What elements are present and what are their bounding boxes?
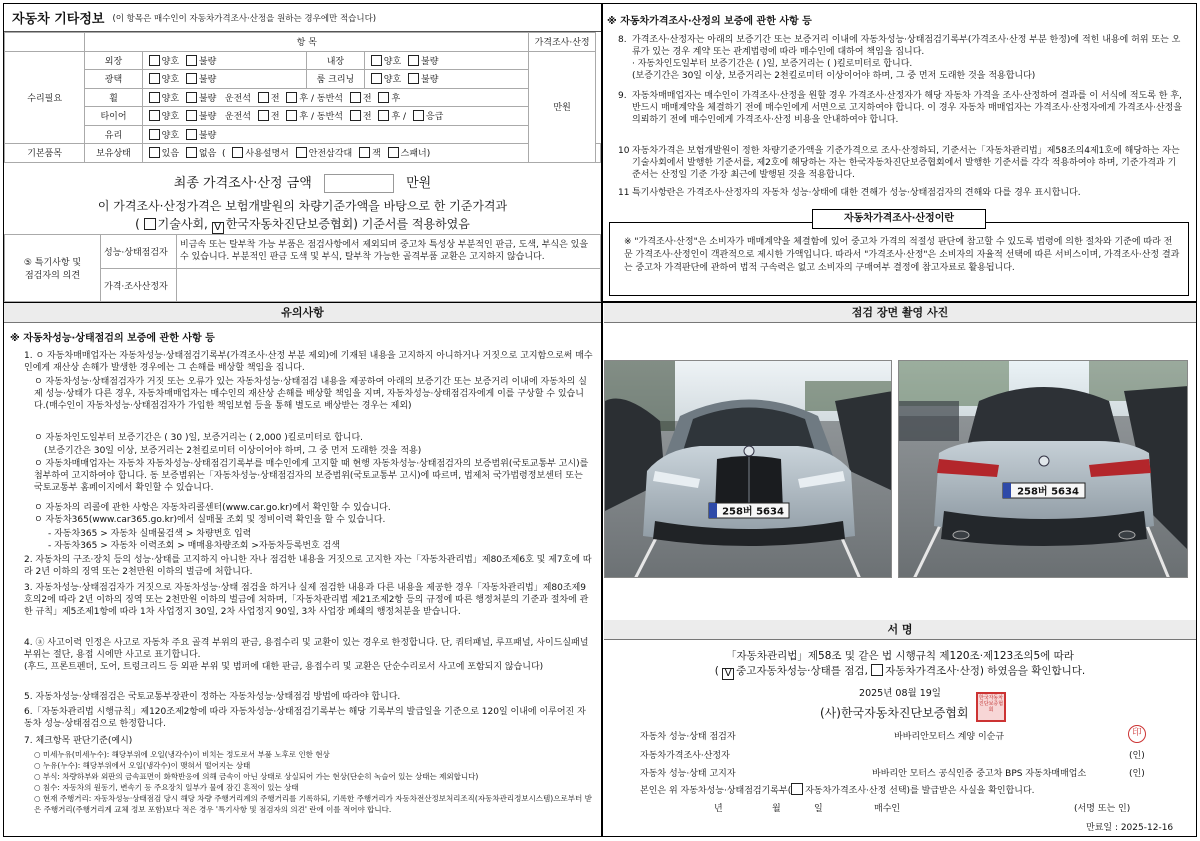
col-price-header: 가격조사·산정 (529, 33, 596, 52)
basis-kadg-checkbox[interactable]: V (212, 222, 224, 234)
glass-bad-checkbox[interactable] (186, 129, 197, 140)
basis-line-1: 이 가격조사·산정가격은 보험개발원의 차량기준가액을 바탕으로 한 기준가격과 (97, 199, 508, 213)
etc-info-section (4, 4, 601, 301)
etc-info-title: 자동차 기타정보 (12, 12, 105, 27)
final-price-label: 최종 가격조사·산정 금액 (173, 176, 312, 191)
tire-good-checkbox[interactable] (149, 110, 160, 121)
glass-good-checkbox[interactable] (149, 129, 160, 140)
room-cleaning-good-checkbox[interactable] (371, 73, 382, 84)
notifier-sign-mark: (인) (1129, 769, 1145, 779)
tire-passenger-front-checkbox[interactable] (350, 110, 361, 121)
signature-org: (사)한국자동차진단보증협회 (820, 706, 969, 720)
final-price-unit: 만원 (406, 176, 432, 191)
triangle-checkbox[interactable] (296, 147, 307, 158)
tire-options: 양호 불량 운전석 전 후 / 동반석 전 후 / 응급 (142, 107, 529, 126)
wheel-passenger-front-checkbox[interactable] (350, 92, 361, 103)
inspector-seal-icon: 印 (1128, 725, 1146, 743)
final-price-row (4, 172, 601, 193)
note-2: 2. 자동차의 구조·장치 등의 성능·상태를 고지하지 아니한 자나 점검한 내용을 거짓으로 고지한 자는「자동차관리법」제80조제6호 및 제7호에 따라 2년 이하의 징역 또는 2천만원 이하의 벌금에 처합니다. (24, 555, 592, 578)
note-1d: (보증기간은 30일 이상, 보증거리는 2천킬로미터 이상이어야 하며, 그 중 먼저 도래한 것을 적용) (44, 446, 422, 456)
buyer-day: 일 (814, 804, 823, 814)
note-1c: ㅇ 자동차인도일부터 보증기간은 ( 30 )일, 보증거리는 ( 2,000 )킬로미터로 합니다. (34, 433, 364, 443)
gloss-good-checkbox[interactable] (149, 73, 160, 84)
row-glass-label: 유리 (85, 125, 142, 144)
buyer-label: 매수인 (874, 804, 901, 814)
front-car-image (605, 361, 892, 578)
tire-driver-front-checkbox[interactable] (258, 110, 269, 121)
exterior-good-checkbox[interactable] (149, 55, 160, 66)
note-3: 3. 자동차성능·상태점검자가 거짓으로 자동차성능·상태 점검을 하거나 실제 점검한 내용과 다른 내용을 제공한 경우「자동차관리법」제80조제9호의2에 따라 2년 이하의 징역 또는 2천만원 이하의 벌금에 처하며,「자동차관리법 제21조제2항 등의 규정에 따른 행정처분의 기준과 절차에 관한 규칙」제5조제1항에 따라 1차 사업정지 30일, 2차 사업정지 90일, 3차 사업장 폐쇄의 행정처분을 받습니다. (24, 583, 589, 618)
note-5: 5. 자동차성능·상태점검은 국토교통부장관이 정하는 자동차성능·상태점검 방법에 따라야 합니다. (24, 692, 401, 702)
notifier-sign-label: 자동차 성능·상태 고지자 (640, 769, 736, 779)
vertical-divider (601, 3, 603, 837)
note-1b: ㅇ 자동차성능·상태점검자가 거짓 또는 오류가 있는 자동차성능·상태점검 내용을 제공하여 아래의 보증기간 또는 보증거리 이내에 자동차의 실제 성능·상태가 다른 경우, 자동차매매업자는 매수인의 재산상 손해를 배상할 책임을 지며, 자동차성능·상태점검자에게 이를 구상할 수 있습니다.(매수인이 자동차성능·상태점검자가 가입한 책임보험 등을 통해 별도로 배상받는 경우는 제외) (34, 377, 587, 412)
note-6: 6.「자동차관리법 시행규칙」제120조제2항에 따라 자동차성능·상태점검기록부는 해당 기록부의 발급일을 기준으로 120일 이내에 이루어진 자동차 성능·상태점검으로 한정합니다. (24, 707, 586, 730)
criteria-2: ○ 누유(누수): 해당부위에서 오일(냉각수)이 맺혀서 떨어지는 상태 (34, 761, 251, 770)
basis-line-2: ( 기술사회, V 한국자동차진단보증협회) 기준서를 적용하였음 (135, 217, 470, 233)
basic-items-label: 기본품목 (5, 144, 85, 163)
criteria-5: ○ 현재 주행거리: 자동차성능·상태점검 당시 해당 차량 주행거리계의 주행거리를 기록하되, 기록한 주행거리가 자동차전산정보처리조직(자동차관리정보시스템)으로부터 받은 주행거리(주행거리계 교체 정보 포함)보다 적은 경우 '특기사항 및 점검자의 의견' 란에 이를 적어야 합니다. (34, 794, 592, 814)
row-interior-label: 내장 (307, 51, 365, 70)
price-inspector-sign-mark: (인) (1129, 751, 1145, 761)
row-possession-label: 보유상태 (85, 144, 142, 163)
tire-emergency-checkbox[interactable] (413, 110, 424, 121)
wheel-driver-front-checkbox[interactable] (258, 92, 269, 103)
row-gloss-label: 광택 (85, 70, 142, 89)
price-inspector-opinion (177, 269, 601, 302)
guarantee-item-8: 8. 가격조사·산정자는 아래의 보증기간 또는 보증거리 이내에 자동차성능·상태점검기록부(가격조사·산정 부분 한정)에 적힌 내용에 허위 또는 오류가 있는 경우 계약 또는 관계법령에 따라 매수인에 대하여 책임을 집니다. · 자동차인도일부터 보증기간은 ( )일, 보증거리는 ( )킬로미터로 합니다. (보증기간은 30일 이상, 보증거리는 2천킬로미터 이상이어야 하며, 그 중 먼저 도래한 것을 적용합니다) (618, 35, 1181, 81)
glass-options: 양호 불량 (142, 125, 529, 144)
note-4: 4. ⓐ 사고이력 인정은 사고로 자동차 주요 골격 부위의 판금, 용접수리 및 교환이 있는 경우로 한정합니다. 단, 쿼터패널, 루프패널, 사이드실패널 부위는 절단, 용접 시에만 사고로 표기합니다. (후드, 프론트펜더, 도어, 트렁크리드 등 외판 부위 및 범퍼에 대한 판금, 용접수리 및 교환은 단순수리로서 사고에 포함되지 않습니다) (24, 638, 589, 673)
interior-options: 양호 불량 (364, 51, 528, 70)
row-tire-label: 타이어 (85, 107, 142, 126)
special-notes-label: ⑤ 특기사항 및 점검자의 의견 (5, 235, 101, 302)
perf-inspector-label: 성능·상태점검자 (101, 235, 177, 269)
wheel-bad-checkbox[interactable] (186, 92, 197, 103)
rear-car-image (899, 361, 1188, 578)
price-inspector-sign-label: 자동차가격조사·산정자 (640, 751, 730, 761)
basis-tech-checkbox[interactable] (144, 218, 156, 230)
buyer-month: 월 (772, 804, 781, 814)
etc-info-note: (이 항목은 매수인이 자동차가격조사·산정을 원하는 경우에만 적습니다) (112, 13, 377, 24)
wheel-passenger-rear-checkbox[interactable] (378, 92, 389, 103)
etc-info-header (4, 4, 601, 32)
note-1a: 1. ㅇ 자동차매매업자는 자동차성능·상태점검기록부(가격조사·산정 부분 제외)에 기재된 내용을 고지하지 아니하거나 거짓으로 고지함으로써 매수인에게 재산상 손해가 발생한 경우에는 그 손해를 배상할 책임을 집니다. (24, 351, 593, 374)
buyer-sign-field[interactable]: (서명 또는 인) (1074, 804, 1131, 814)
signature-section (604, 642, 1196, 836)
tire-passenger-rear-checkbox[interactable] (378, 110, 389, 121)
note-1e: ㅇ 자동차매매업자는 자동차 자동차성능·상태점검기록부를 매수인에게 고지할 때 현행 자동차성능·상태점검자의 보증범위(국토교통부 고시)를 첨부하여 고지하여야 합니다. 동 보증범위는「자동차성능·상태점검자의 보증범위(국토교통부 고시)에 따르며, 법제처 국가법령정보센터 또는 국토교통부 홈페이지에서 확인할 수 있습니다. (34, 459, 589, 494)
gloss-bad-checkbox[interactable] (186, 73, 197, 84)
association-stamp-text: 한국자동차진단보증협회 (978, 695, 1004, 713)
special-notes-table (4, 234, 601, 302)
exterior-bad-checkbox[interactable] (186, 55, 197, 66)
receipt-line: 본인은 위 자동차성능·상태점검기록부( 자동차가격조사·산정 선택)를 발급받은 사실을 확인합니다. (640, 783, 1035, 796)
notes-title: ※ 자동차성능·상태점검의 보증에 관한 사항 등 (10, 333, 215, 344)
expiry-date: 만료일 : 2025-12-16 (1086, 823, 1174, 833)
price-guarantee-title: ※ 자동차가격조사·산정의 보증에 관한 사항 등 (607, 16, 812, 27)
association-stamp (976, 692, 1006, 722)
criteria-3: ○ 부식: 차량하부와 외판의 금속표면이 화학반응에 의해 금속이 아닌 상태로 상실되어 가는 현상(단순히 녹슬어 있는 상태는 제외합니다) (34, 772, 479, 781)
note-1h: - 자동차365 > 자동차 실매물검색 > 차량번호 입력 (48, 529, 252, 539)
notes-section (4, 323, 601, 835)
possession-none-checkbox[interactable] (186, 147, 197, 158)
jack-checkbox[interactable] (359, 147, 370, 158)
tire-driver-rear-checkbox[interactable] (286, 110, 297, 121)
perf-inspector-sign-label: 자동차 성능·상태 점검자 (640, 732, 736, 742)
row-wheel-label: 휠 (85, 88, 142, 107)
spanner-checkbox[interactable] (388, 147, 399, 158)
interior-bad-checkbox[interactable] (408, 55, 419, 66)
notifier-sign-name: 바바리안 모터스 공식인증 중고차 BPS 자동차매매업소 (872, 769, 1087, 779)
receipt-price-checkbox[interactable] (791, 783, 803, 795)
interior-good-checkbox[interactable] (371, 55, 382, 66)
perf-inspector-sign-name: 바바리안모터스 계양 이순규 (894, 732, 1005, 742)
guarantee-item-10: 10 자동차가격은 보험개발원이 정한 차량기준가액을 기준가격으로 조사·산정하되, 기준서는「자동차관리법」제58조의4제1호에 해당하는 자는 기술사회에서 발행한 기준서를, 제2호에 해당하는 자는 한국자동차진단보증협회에서 발행한 기준서를 각각 적용하여야 하며, 기준가격과 기준서는 산정일 기준 가장 최근에 발행된 것을 적용합니다. (618, 146, 1180, 180)
definition-box: ※ "가격조사·산정"은 소비자가 매매계약을 체결함에 있어 중고차 가격의 적절성 판단에 참고할 수 있도록 법령에 의한 절차와 기준에 따라 전문 가격조사·산정인이 객관적으로 제시한 가액입니다. 따라서 "가격조사·산정"은 소비자의 자율적 선택에 따른 서비스이며, 가격조사·산정 결과는 중고차 가격판단에 관하여 법적 구속력은 없고 소비자의 구매여부 결정에 참고자료로 활용됩니다. (609, 222, 1189, 296)
front-car-photo (604, 360, 892, 578)
price-unit-cell: 만원 (529, 51, 596, 162)
note-1i: - 자동차365 > 자동차 이력조회 > 매매용차량조회 >자동차등록번호 검색 (48, 541, 340, 551)
col-item-header: 항 목 (85, 33, 529, 52)
photos-bar: 점검 장면 촬영 사진 (604, 303, 1196, 323)
signature-date: 2025년 08월 19일 (859, 688, 941, 699)
exterior-options: 양호 불량 (142, 51, 306, 70)
note-1g: ㅇ 자동차365(www.car365.go.kr)에서 실매물 조회 및 정비이력 확인을 할 수 있습니다. (34, 515, 386, 525)
criteria-4: ○ 침수: 자동차의 원동기, 변속기 등 주요장치 일부가 물에 잠긴 흔적이 있는 상태 (34, 783, 299, 792)
price-inspector-label: 가격·조사산정자 (101, 269, 177, 302)
possession-options: 있음 없음 ( 사용설명서 안전삼각대 잭 스패너) (142, 144, 529, 163)
room-cleaning-options: 양호 불량 (364, 70, 528, 89)
note-1f: ㅇ 자동차의 리콜에 관한 사항은 자동차리콜센터(www.car.go.kr)에서 확인할 수 있습니다. (34, 503, 391, 513)
notes-bar: 유의사항 (4, 303, 601, 323)
criteria-1: ○ 미세누유(미세누수): 해당부위에 오일(냉각수)이 비치는 정도로서 부품 노후로 인한 현상 (34, 750, 330, 759)
signature-law-line: 「자동차관리법」제58조 및 같은 법 시행규칙 제120조·제123조의5에 따라 (726, 650, 1074, 662)
note-7: 7. 체크항목 판단기준(예시) (24, 736, 133, 746)
wheel-driver-rear-checkbox[interactable] (286, 92, 297, 103)
wheel-options: 양호 불량 운전석 전 후 / 동반석 전 후 (142, 88, 529, 107)
definition-title: 자동차가격조사·산정이란 (812, 209, 986, 229)
perf-inspector-opinion: 비금속 또는 탈부착 가능 부품은 점검사항에서 제외되며 중고차 특성상 부분적인 판금, 도색, 부식은 있을 수 있습니다. 부분적인 판금 도색 및 부식, 탈부착 가능한 골격부품 교환은 고지하지 않습니다. (177, 235, 601, 269)
guarantee-item-11: 11 특기사항란은 가격조사·산정자의 자동차 성능·상태에 대한 견해가 성능·상태점검자의 견해와 다를 경우 표시합니다. (618, 188, 1081, 198)
price-check-checkbox[interactable] (871, 664, 883, 676)
price-guarantee-section (604, 4, 1196, 300)
wheel-good-checkbox[interactable] (149, 92, 160, 103)
buyer-year: 년 (714, 804, 723, 814)
gloss-options: 양호 불량 (142, 70, 306, 89)
row-room-cleaning-label: 룸 크리닝 (307, 70, 365, 89)
rear-car-photo (898, 360, 1188, 578)
perf-check-checkbox[interactable]: V (722, 668, 734, 680)
tire-bad-checkbox[interactable] (186, 110, 197, 121)
rear-plate-text: 258버 5634 (1017, 486, 1079, 498)
signature-confirm-line: ( V 중고자동차성능·상태를 점검, 자동차가격조사·산정) 하였음을 확인합니다. (714, 665, 1086, 679)
row-exterior-label: 외장 (85, 51, 142, 70)
etc-info-table (4, 32, 601, 163)
repair-label: 수리필요 (5, 51, 85, 144)
final-price-input[interactable] (324, 174, 394, 193)
manual-checkbox[interactable] (232, 147, 243, 158)
front-plate-text: 258버 5634 (722, 506, 784, 518)
room-cleaning-bad-checkbox[interactable] (408, 73, 419, 84)
guarantee-item-9: 9. 자동차매매업자는 매수인이 가격조사·산정을 원할 경우 가격조사·산정자가 해당 자동차 가격을 조사·산정하여 결과를 이 서식에 적도록 한 후, 반드시 매매계약을 체결하기 전에 매수인에게 서면으로 고지하여야 합니다. 이 경우 자동차 매매업자는 가격조사·산정자에게 가격조사·산정을 의뢰하기 전에 매수인에게 가격조사·산정 비용을 안내하여야 합니다. (618, 91, 1183, 125)
signature-bar: 서 명 (604, 620, 1196, 640)
possession-have-checkbox[interactable] (149, 147, 160, 158)
